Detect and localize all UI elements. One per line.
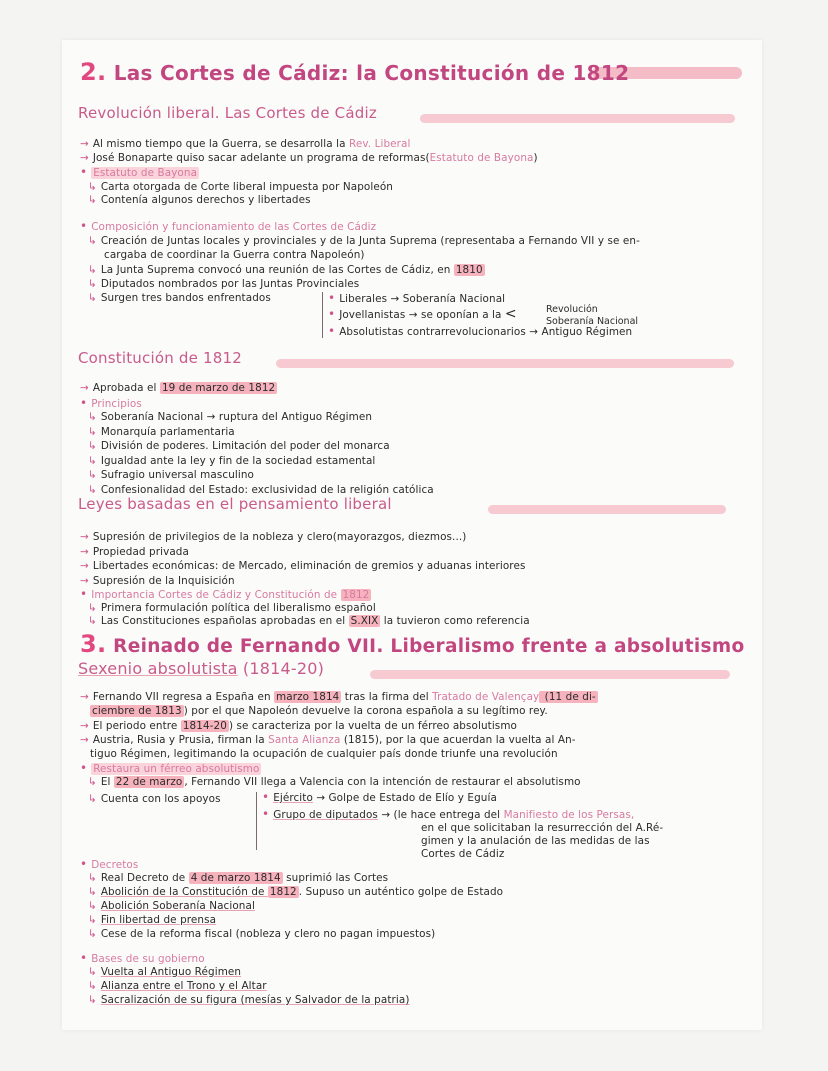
arrow-icon: ↳ xyxy=(88,278,97,290)
arrow-icon: ↳ xyxy=(88,994,97,1006)
subheading-bases: • Bases de su gobierno xyxy=(80,951,205,965)
note-line: ↳ Sacralización de su figura (mesías y Salvador de la patria) xyxy=(88,994,410,1006)
note-line: → Aprobada el 19 de marzo de 1812 xyxy=(80,382,276,394)
list-item xyxy=(88,454,375,468)
bullet-icon: • xyxy=(80,857,88,871)
arrow-icon: ↳ xyxy=(88,483,97,496)
section-title-3: 3. Reinado de Fernando VII. Liberalismo frente a absolutismo xyxy=(80,630,745,658)
subtitle-highlight-bar xyxy=(370,670,730,679)
note-line: gimen y la anulación de las medidas de las xyxy=(421,835,650,847)
bullet-icon: • xyxy=(328,307,336,321)
subtitle-highlight-bar xyxy=(488,505,726,514)
subheading-importancia: • Importancia Cortes de Cádiz y Constitución de 1812 xyxy=(80,587,370,601)
note-line: ↳ Abolición Soberanía Nacional xyxy=(88,900,255,912)
arrow-icon: ↳ xyxy=(88,264,97,276)
arrow-icon: → xyxy=(80,152,89,164)
note-line: ↳ Creación de Juntas locales y provinciales y de la Junta Suprema (representaba a Fernando VII y se en- xyxy=(88,235,640,247)
note-line: → Fernando VII regresa a España en marzo 1814 tras la firma del Tratado de Valençay (11 de di- xyxy=(80,691,596,703)
arrow-icon: ↳ xyxy=(88,980,97,992)
note-line: ↳ Abolición de la Constitución de 1812 . Supuso un auténtico golpe de Estado xyxy=(88,886,504,898)
list-item-text: Propiedad privada xyxy=(92,545,189,558)
list-item xyxy=(88,410,372,424)
list-item-text: División de poderes. Limitación del poder del monarca xyxy=(100,440,390,452)
bullet-icon: • xyxy=(80,587,88,601)
list-item xyxy=(80,559,525,573)
arrow-icon: ↳ xyxy=(88,194,97,206)
list-item-text: Supresión de la Inquisición xyxy=(92,574,235,587)
arrow-icon: ↳ xyxy=(88,928,97,940)
section-title-2 xyxy=(80,58,629,86)
subheading-decretos: • Decretos xyxy=(80,857,139,871)
arrow-icon: ↳ xyxy=(88,292,97,304)
note-line: → José Bonaparte quiso sacar adelante un programa de reformas(Estatuto de Bayona) xyxy=(80,152,538,164)
arrow-icon: → xyxy=(80,720,89,732)
note-line: ↳ Cuenta con los apoyos xyxy=(88,793,221,805)
list-item-text: Confesionalidad del Estado: exclusividad de la religión católica xyxy=(100,483,434,496)
note-line: ↳ Surgen tres bandos enfrentados xyxy=(88,292,271,304)
note-line: ↳ Fin libertad de prensa xyxy=(88,914,217,926)
note-line: ↳ Real Decreto de 4 de marzo 1814 suprimió las Cortes xyxy=(88,872,389,884)
bando-item: • Liberales → Soberanía Nacional xyxy=(328,291,506,305)
bullet-icon: • xyxy=(80,165,88,179)
subheading-composicion: • Composición y funcionamiento de las Cortes de Cádiz xyxy=(80,219,377,233)
bullet-icon: • xyxy=(80,396,88,410)
arrow-icon: ↳ xyxy=(88,793,97,805)
note-line: ↳ Carta otorgada de Corte liberal impuesta por Napoleón xyxy=(88,181,393,193)
bullet-icon: • xyxy=(80,761,88,775)
bullet-icon: • xyxy=(80,219,88,233)
apoyo-item: • Ejército → Golpe de Estado de Elío y Eguía xyxy=(262,790,497,804)
arrow-icon: → xyxy=(80,560,89,572)
list-item-text: Soberanía Nacional → ruptura del Antiguo Régimen xyxy=(100,411,373,423)
note-line: en el que solicitaban la resurrección del A.Ré- xyxy=(421,822,664,834)
subtitle-sexenio: Sexenio absolutista (1814-20) xyxy=(78,659,325,678)
bando-branch: Revolución Soberanía Nacional xyxy=(546,304,639,327)
list-item xyxy=(88,425,235,439)
arrow-icon: ↳ xyxy=(88,886,97,898)
bullet-icon: • xyxy=(262,807,270,821)
arrow-icon: ↳ xyxy=(88,469,97,481)
arrow-icon: ↳ xyxy=(88,235,97,247)
subtitle-highlight-bar xyxy=(276,359,734,368)
arrow-icon: ↳ xyxy=(88,872,97,884)
bando-item: • Jovellanistas → se oponían a la < xyxy=(328,306,517,322)
note-line: ↳ El 22 de marzo , Fernando VII llega a Valencia con la intención de restaurar el absolutismo xyxy=(88,776,581,788)
arrow-icon: → xyxy=(80,531,89,543)
bullet-icon: • xyxy=(328,291,336,305)
list-item xyxy=(80,530,466,544)
note-line: ↳ La Junta Suprema convocó una reunión de las Cortes de Cádiz, en 1810 xyxy=(88,264,483,276)
apoyo-item: • Grupo de diputados → (le hace entrega del Manifiesto de los Persas, xyxy=(262,807,635,821)
note-line: ↳ Vuelta al Antiguo Régimen xyxy=(88,966,242,978)
list-item xyxy=(80,574,235,588)
arrow-icon: → xyxy=(80,545,89,558)
arrow-icon: ↳ xyxy=(88,454,97,467)
section-title-text: Las Cortes de Cádiz: la Constitución de 1812 xyxy=(113,61,630,85)
list-item xyxy=(80,545,189,559)
arrow-icon: ↳ xyxy=(88,776,97,788)
arrow-icon: → xyxy=(80,691,89,703)
note-line: ↳ Contenía algunos derechos y libertades xyxy=(88,194,311,206)
subheading-estatuto: • Estatuto de Bayona xyxy=(80,165,198,179)
subtitle-constitucion: Constitución de 1812 xyxy=(78,349,242,367)
arrow-icon: ↳ xyxy=(88,914,97,926)
note-line: ↳ Cese de la reforma fiscal (nobleza y clero no pagan impuestos) xyxy=(88,928,436,940)
arrow-icon: ↳ xyxy=(88,602,97,614)
bullet-icon: • xyxy=(328,324,336,338)
arrow-icon: ↳ xyxy=(88,181,97,193)
arrow-icon: → xyxy=(80,574,89,587)
arrow-icon: → xyxy=(80,382,89,394)
section-number: 2. xyxy=(80,58,107,86)
list-item xyxy=(88,439,390,453)
note-line: ↳ Las Constituciones españolas aprobadas en el S.XIX la tuvieron como referencia xyxy=(88,615,530,627)
bando-item: • Absolutistas contrarrevolucionarios → Antiguo Régimen xyxy=(328,324,633,338)
note-line: → Al mismo tiempo que la Guerra, se desarrolla la Rev. Liberal xyxy=(80,138,411,150)
note-line: Cortes de Cádiz xyxy=(421,848,505,860)
brace-line xyxy=(322,292,323,338)
bullet-icon: • xyxy=(80,951,88,965)
note-line: cargaba de coordinar la Guerra contra Napoleón) xyxy=(104,249,365,261)
subheading-restaura: • Restaura un férreo absolutismo xyxy=(80,761,260,775)
subheading-principios: • Principios xyxy=(80,396,142,410)
arrow-icon: → xyxy=(80,138,89,150)
list-item xyxy=(88,468,254,482)
list-item-text: Sufragio universal masculino xyxy=(100,469,254,481)
arrow-icon: ↳ xyxy=(88,411,97,423)
arrow-icon: ↳ xyxy=(88,966,97,978)
arrow-icon: → xyxy=(80,734,89,746)
note-line: ↳ Primera formulación política del liberalismo español xyxy=(88,602,376,614)
list-item-text: Igualdad ante la ley y fin de la sociedad estamental xyxy=(100,454,376,467)
list-item-text: Monarquía parlamentaria xyxy=(100,425,235,438)
note-line: ↳ Alianza entre el Trono y el Altar xyxy=(88,980,267,992)
arrow-icon: ↳ xyxy=(88,900,97,912)
arrow-icon: ↳ xyxy=(88,425,97,438)
brace-line xyxy=(256,792,257,850)
subtitle-leyes: Leyes basadas en el pensamiento liberal xyxy=(78,495,392,513)
note-line: ↳ Diputados nombrados por las Juntas Provinciales xyxy=(88,278,360,290)
subtitle-revolucion: Revolución liberal. Las Cortes de Cádiz xyxy=(78,104,377,122)
note-line: → El periodo entre 1814-20 ) se caracteriza por la vuelta de un férreo absolutismo xyxy=(80,720,518,732)
list-item-text: Supresión de privilegios de la nobleza y clero(mayorazgos, diezmos...) xyxy=(92,531,467,543)
arrow-icon: ↳ xyxy=(88,615,97,627)
note-line: tiguo Régimen, legitimando la ocupación de cualquier país donde triunfe una revolución xyxy=(90,748,558,760)
list-item-text: Libertades económicas: de Mercado, eliminación de gremios y aduanas interiores xyxy=(92,560,526,572)
bullet-icon: • xyxy=(262,790,270,804)
arrow-icon: ↳ xyxy=(88,440,97,452)
note-line: → Austria, Rusia y Prusia, firman la Santa Alianza (1815), por la que acuerdan la vuelta al An- xyxy=(80,734,576,746)
subtitle-highlight-bar xyxy=(420,114,735,123)
note-line: ciembre de 1813 ) por el que Napoleón devuelve la corona española a su legítimo rey. xyxy=(92,705,548,717)
